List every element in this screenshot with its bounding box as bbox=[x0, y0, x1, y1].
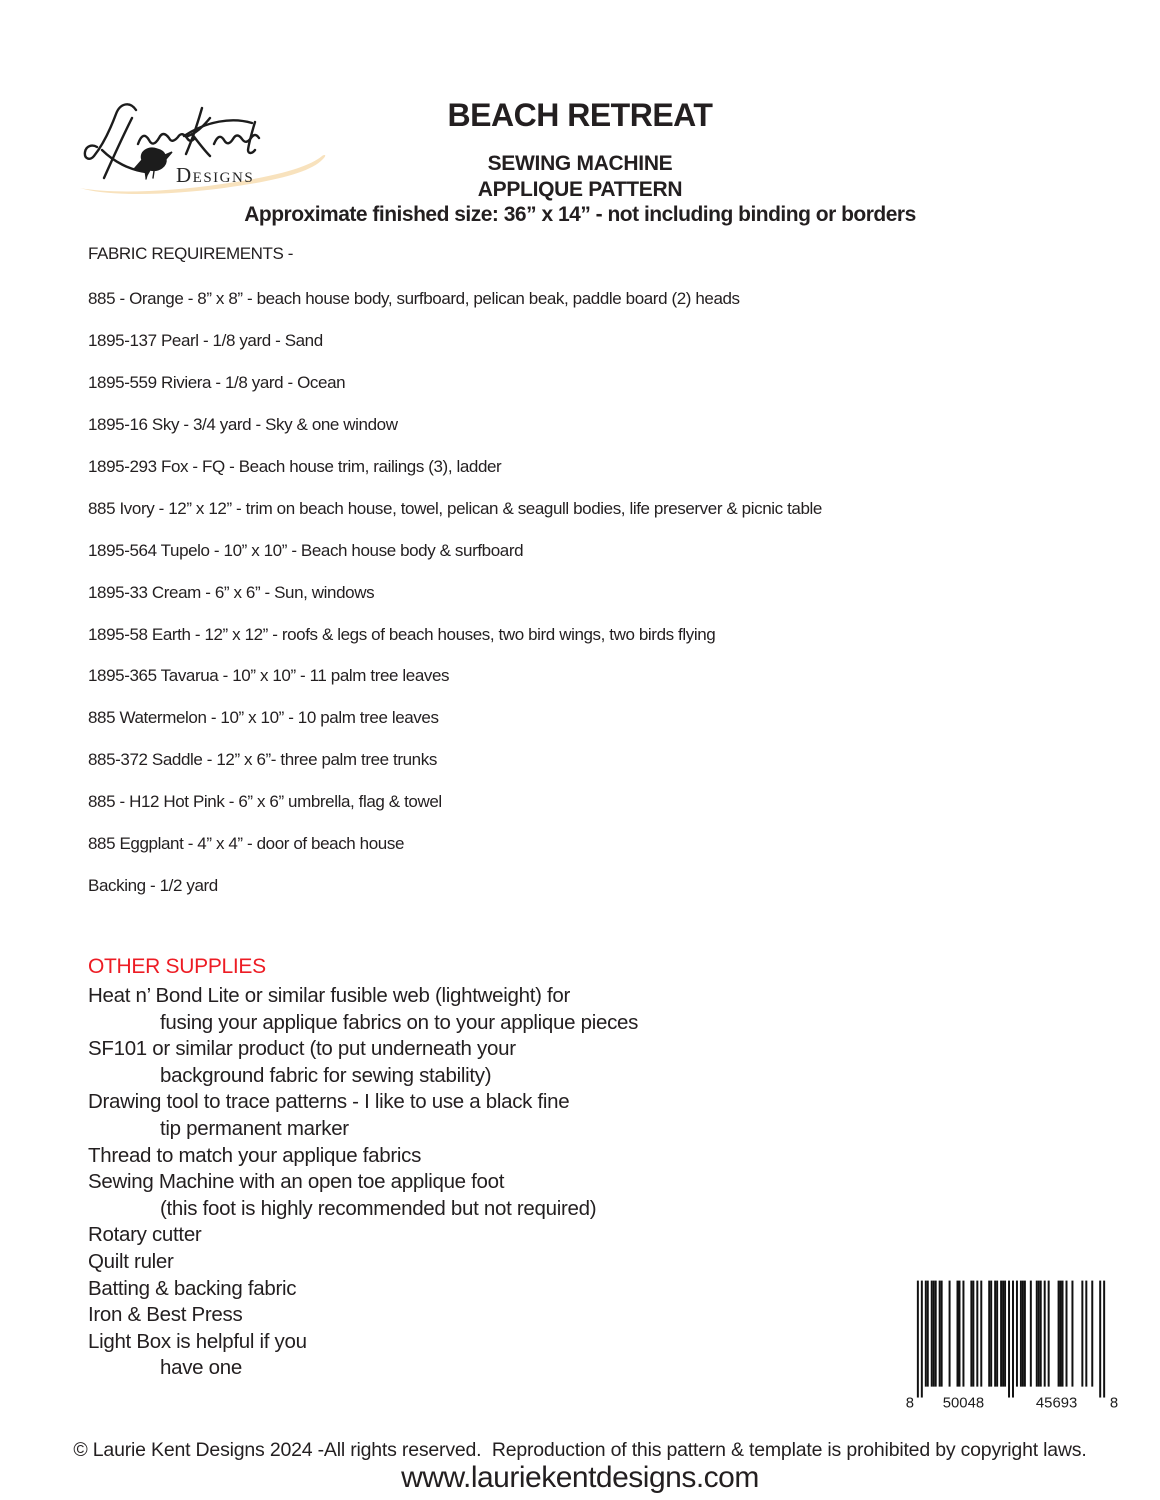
other-supplies-heading: OTHER SUPPLIES bbox=[88, 955, 266, 978]
website-url: www.lauriekentdesigns.com bbox=[401, 1461, 759, 1494]
fabric-item: 1895-33 Cream - 6” x 6” - Sun, windows bbox=[88, 582, 375, 602]
fabric-item: Backing - 1/2 yard bbox=[88, 876, 218, 896]
fabric-item: 1895-293 Fox - FQ - Beach house trim, railings (3), ladder bbox=[88, 456, 502, 476]
fabric-requirements-list bbox=[88, 289, 822, 918]
supply-line: Batting & backing fabric bbox=[88, 1276, 297, 1300]
subtitle-applique-pattern: APPLIQUE PATTERN bbox=[477, 178, 683, 201]
supply-line: fusing your applique fabrics on to your applique pieces bbox=[160, 1010, 639, 1034]
upc-barcode-svg bbox=[903, 1280, 1121, 1412]
copyright-line: © Laurie Kent Designs 2024 -All rights reserved. Reproduction of this pattern & template is prohibited by copyright laws. bbox=[73, 1439, 1087, 1461]
subtitle-sewing-machine: SEWING MACHINE bbox=[487, 152, 673, 175]
supply-line: Drawing tool to trace patterns - I like to use a black fine bbox=[88, 1090, 570, 1114]
barcode-bars bbox=[917, 1281, 1105, 1398]
supply-line: tip permanent marker bbox=[160, 1116, 349, 1140]
fabric-item: 1895-58 Earth - 12” x 12” - roofs & legs of beach houses, two bird wings, two birds flying bbox=[88, 624, 716, 644]
barcode-digit: 45693 bbox=[1035, 1395, 1078, 1412]
supply-line: have one bbox=[160, 1356, 242, 1380]
fabric-requirements-heading: FABRIC REQUIREMENTS - bbox=[88, 244, 294, 263]
fabric-item: 1895-559 Riviera - 1/8 yard - Ocean bbox=[88, 372, 346, 392]
finished-size-note: Approximate finished size: 36” x 14” - not including binding or borders bbox=[244, 203, 916, 226]
barcode-digit: 8 bbox=[1109, 1395, 1119, 1412]
supply-line: Light Box is helpful if you bbox=[88, 1329, 307, 1353]
supply-line: SF101 or similar product (to put underneath your bbox=[88, 1037, 516, 1061]
fabric-item: 885 Watermelon - 10” x 10” - 10 palm tree leaves bbox=[88, 708, 439, 728]
barcode-digit: 8 bbox=[905, 1395, 915, 1412]
barcode-digits bbox=[906, 1395, 1118, 1411]
fabric-item: 885-372 Saddle - 12” x 6”- three palm tree trunks bbox=[88, 750, 437, 770]
fabric-item: 885 - Orange - 8” x 8” - beach house body, surfboard, pelican beak, paddle board (2) heads bbox=[88, 289, 740, 308]
page-title: BEACH RETREAT bbox=[447, 97, 713, 133]
supply-line: Rotary cutter bbox=[88, 1223, 202, 1247]
upc-barcode bbox=[903, 1280, 1121, 1412]
supply-line: Thread to match your applique fabrics bbox=[88, 1143, 422, 1167]
designs-wordmark: Designs bbox=[176, 163, 255, 187]
supply-line: Quilt ruler bbox=[88, 1249, 174, 1273]
fabric-item: 885 Eggplant - 4” x 4” - door of beach house bbox=[88, 834, 405, 854]
fabric-item: 1895-365 Tavarua - 10” x 10” - 11 palm tree leaves bbox=[88, 666, 450, 686]
fabric-item: 1895-137 Pearl - 1/8 yard - Sand bbox=[88, 330, 323, 350]
other-supplies-list bbox=[88, 983, 638, 1382]
supply-line: (this foot is highly recommended but not required) bbox=[160, 1196, 597, 1220]
supply-line: background fabric for sewing stability) bbox=[160, 1063, 492, 1087]
supply-line: Iron & Best Press bbox=[88, 1303, 243, 1327]
barcode-digit: 50048 bbox=[942, 1395, 985, 1412]
supply-line: Heat n’ Bond Lite or similar fusible web (lightweight) for bbox=[88, 984, 571, 1007]
fabric-item: 1895-16 Sky - 3/4 yard - Sky & one window bbox=[88, 414, 398, 434]
supply-line: Sewing Machine with an open toe applique foot bbox=[88, 1170, 505, 1194]
fabric-item: 1895-564 Tupelo - 10” x 10” - Beach house body & surfboard bbox=[88, 540, 524, 560]
fabric-item: 885 Ivory - 12” x 12” - trim on beach house, towel, pelican & seagull bodies, life preserver & picnic table bbox=[88, 498, 822, 518]
fabric-item: 885 - H12 Hot Pink - 6” x 6” umbrella, flag & towel bbox=[88, 792, 442, 812]
